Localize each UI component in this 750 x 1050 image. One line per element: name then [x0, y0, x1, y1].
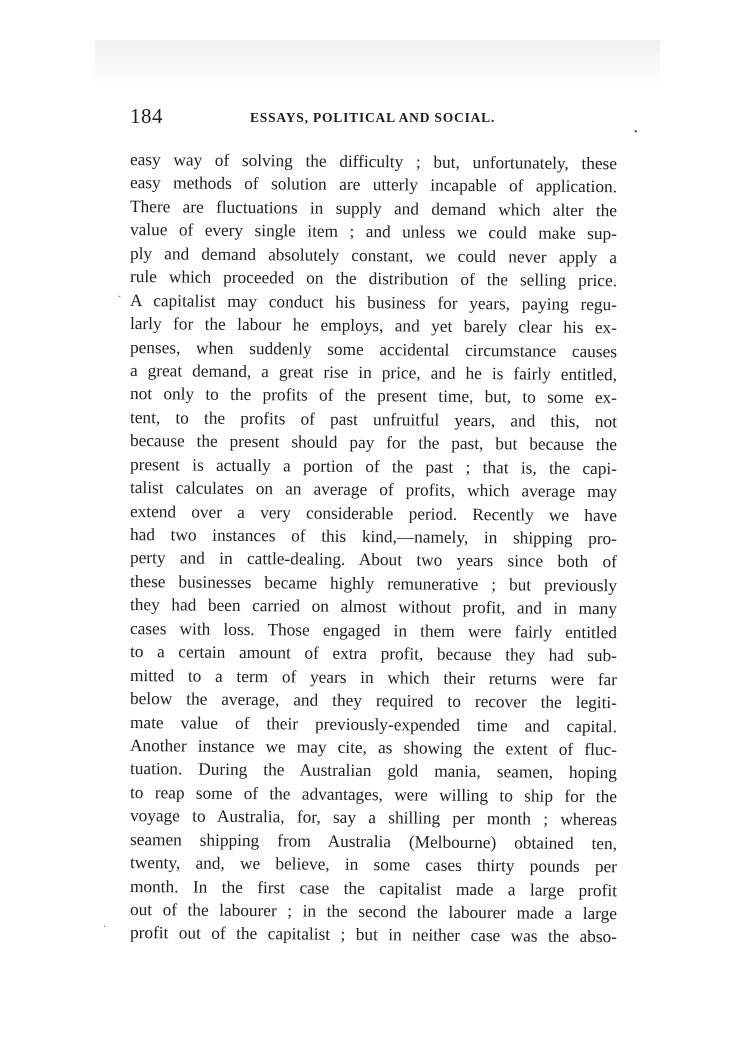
text-line: they had been carried on almost without profit, and in many: [129, 595, 618, 619]
text-line: talist calculates on an average of profits, which average may: [129, 478, 618, 502]
text-line: rule which proceeded on the distribution of the selling price.: [129, 267, 618, 291]
text-line: voyage to Australia, for, say a shilling per month ; whereas: [129, 806, 618, 830]
margin-speck-mark: •: [634, 127, 638, 138]
text-line: tuation. During the Australian gold mania, seamen, hoping: [129, 759, 618, 783]
text-line: mitted to a term of years in which their returns were far: [129, 665, 618, 689]
text-line: cases with loss. Those engaged in them were fairly entitled: [129, 618, 618, 642]
text-line: easy way of solving the difficulty ; but, unfortunately, these: [129, 150, 618, 174]
text-line: larly for the labour he employs, and yet barely clear his ex-: [129, 314, 618, 338]
text-line: ply and demand absolutely constant, we could never apply a: [129, 243, 618, 267]
text-line: tent, to the profits of past unfruitful years, and this, not: [129, 407, 618, 432]
text-line: out of the labourer ; in the second the labourer made a large: [129, 900, 618, 924]
text-line: penses, when suddenly some accidental circumstance causes: [129, 337, 618, 361]
text-line: because the present should pay for the past, but because the: [129, 431, 618, 455]
body-text: [130, 148, 617, 945]
text-line: present is actually a portion of the past ; that is, the capi-: [129, 454, 618, 478]
text-line: value of every single item ; and unless we could make sup-: [129, 220, 618, 244]
text-line: profit out of the capitalist ; but in neither case was the abso-: [129, 923, 618, 947]
running-title: ESSAYS, POLITICAL AND SOCIAL.: [250, 110, 496, 125]
margin-speck-mark: ·: [118, 292, 122, 303]
text-line: had two instances of this kind,—namely, in shipping pro-: [129, 525, 618, 549]
text-line: below the average, and they required to recover the legiti-: [129, 689, 618, 713]
text-line: seamen shipping from Australia (Melbourne) obtained ten,: [129, 829, 618, 853]
page-number: 184: [130, 104, 163, 128]
text-line: to a certain amount of extra profit, because they had sub-: [129, 642, 618, 666]
text-line: easy methods of solution are utterly incapable of application.: [129, 173, 618, 197]
text-line: mate value of their previously-expended time and capital.: [129, 712, 618, 736]
text-line: these businesses became highly remunerative ; but previously: [129, 571, 618, 596]
text-line: twenty, and, we believe, in some cases thirty pounds per: [129, 853, 618, 877]
text-line: extend over a very considerable period. Recently we have: [129, 501, 618, 525]
text-line: not only to the profits of the present time, but, to some ex-: [129, 384, 618, 408]
text-line: to reap some of the advantages, were willing to ship for the: [129, 782, 618, 807]
running-head: [128, 100, 624, 134]
text-line: A capitalist may conduct his business for years, paying regu-: [129, 290, 618, 314]
margin-speck-mark: ·: [103, 922, 107, 933]
text-line: perty and in cattle-dealing. About two years since both of: [129, 548, 618, 572]
text-line: a great demand, a great rise in price, and he is fairly entitled,: [129, 360, 618, 385]
text-line: There are fluctuations in supply and demand which alter the: [129, 196, 618, 221]
text-line: month. In the first case the capitalist made a large profit: [129, 876, 618, 900]
text-line: Another instance we may cite, as showing the extent of fluc-: [129, 735, 618, 760]
scan-shadow: [95, 40, 660, 90]
